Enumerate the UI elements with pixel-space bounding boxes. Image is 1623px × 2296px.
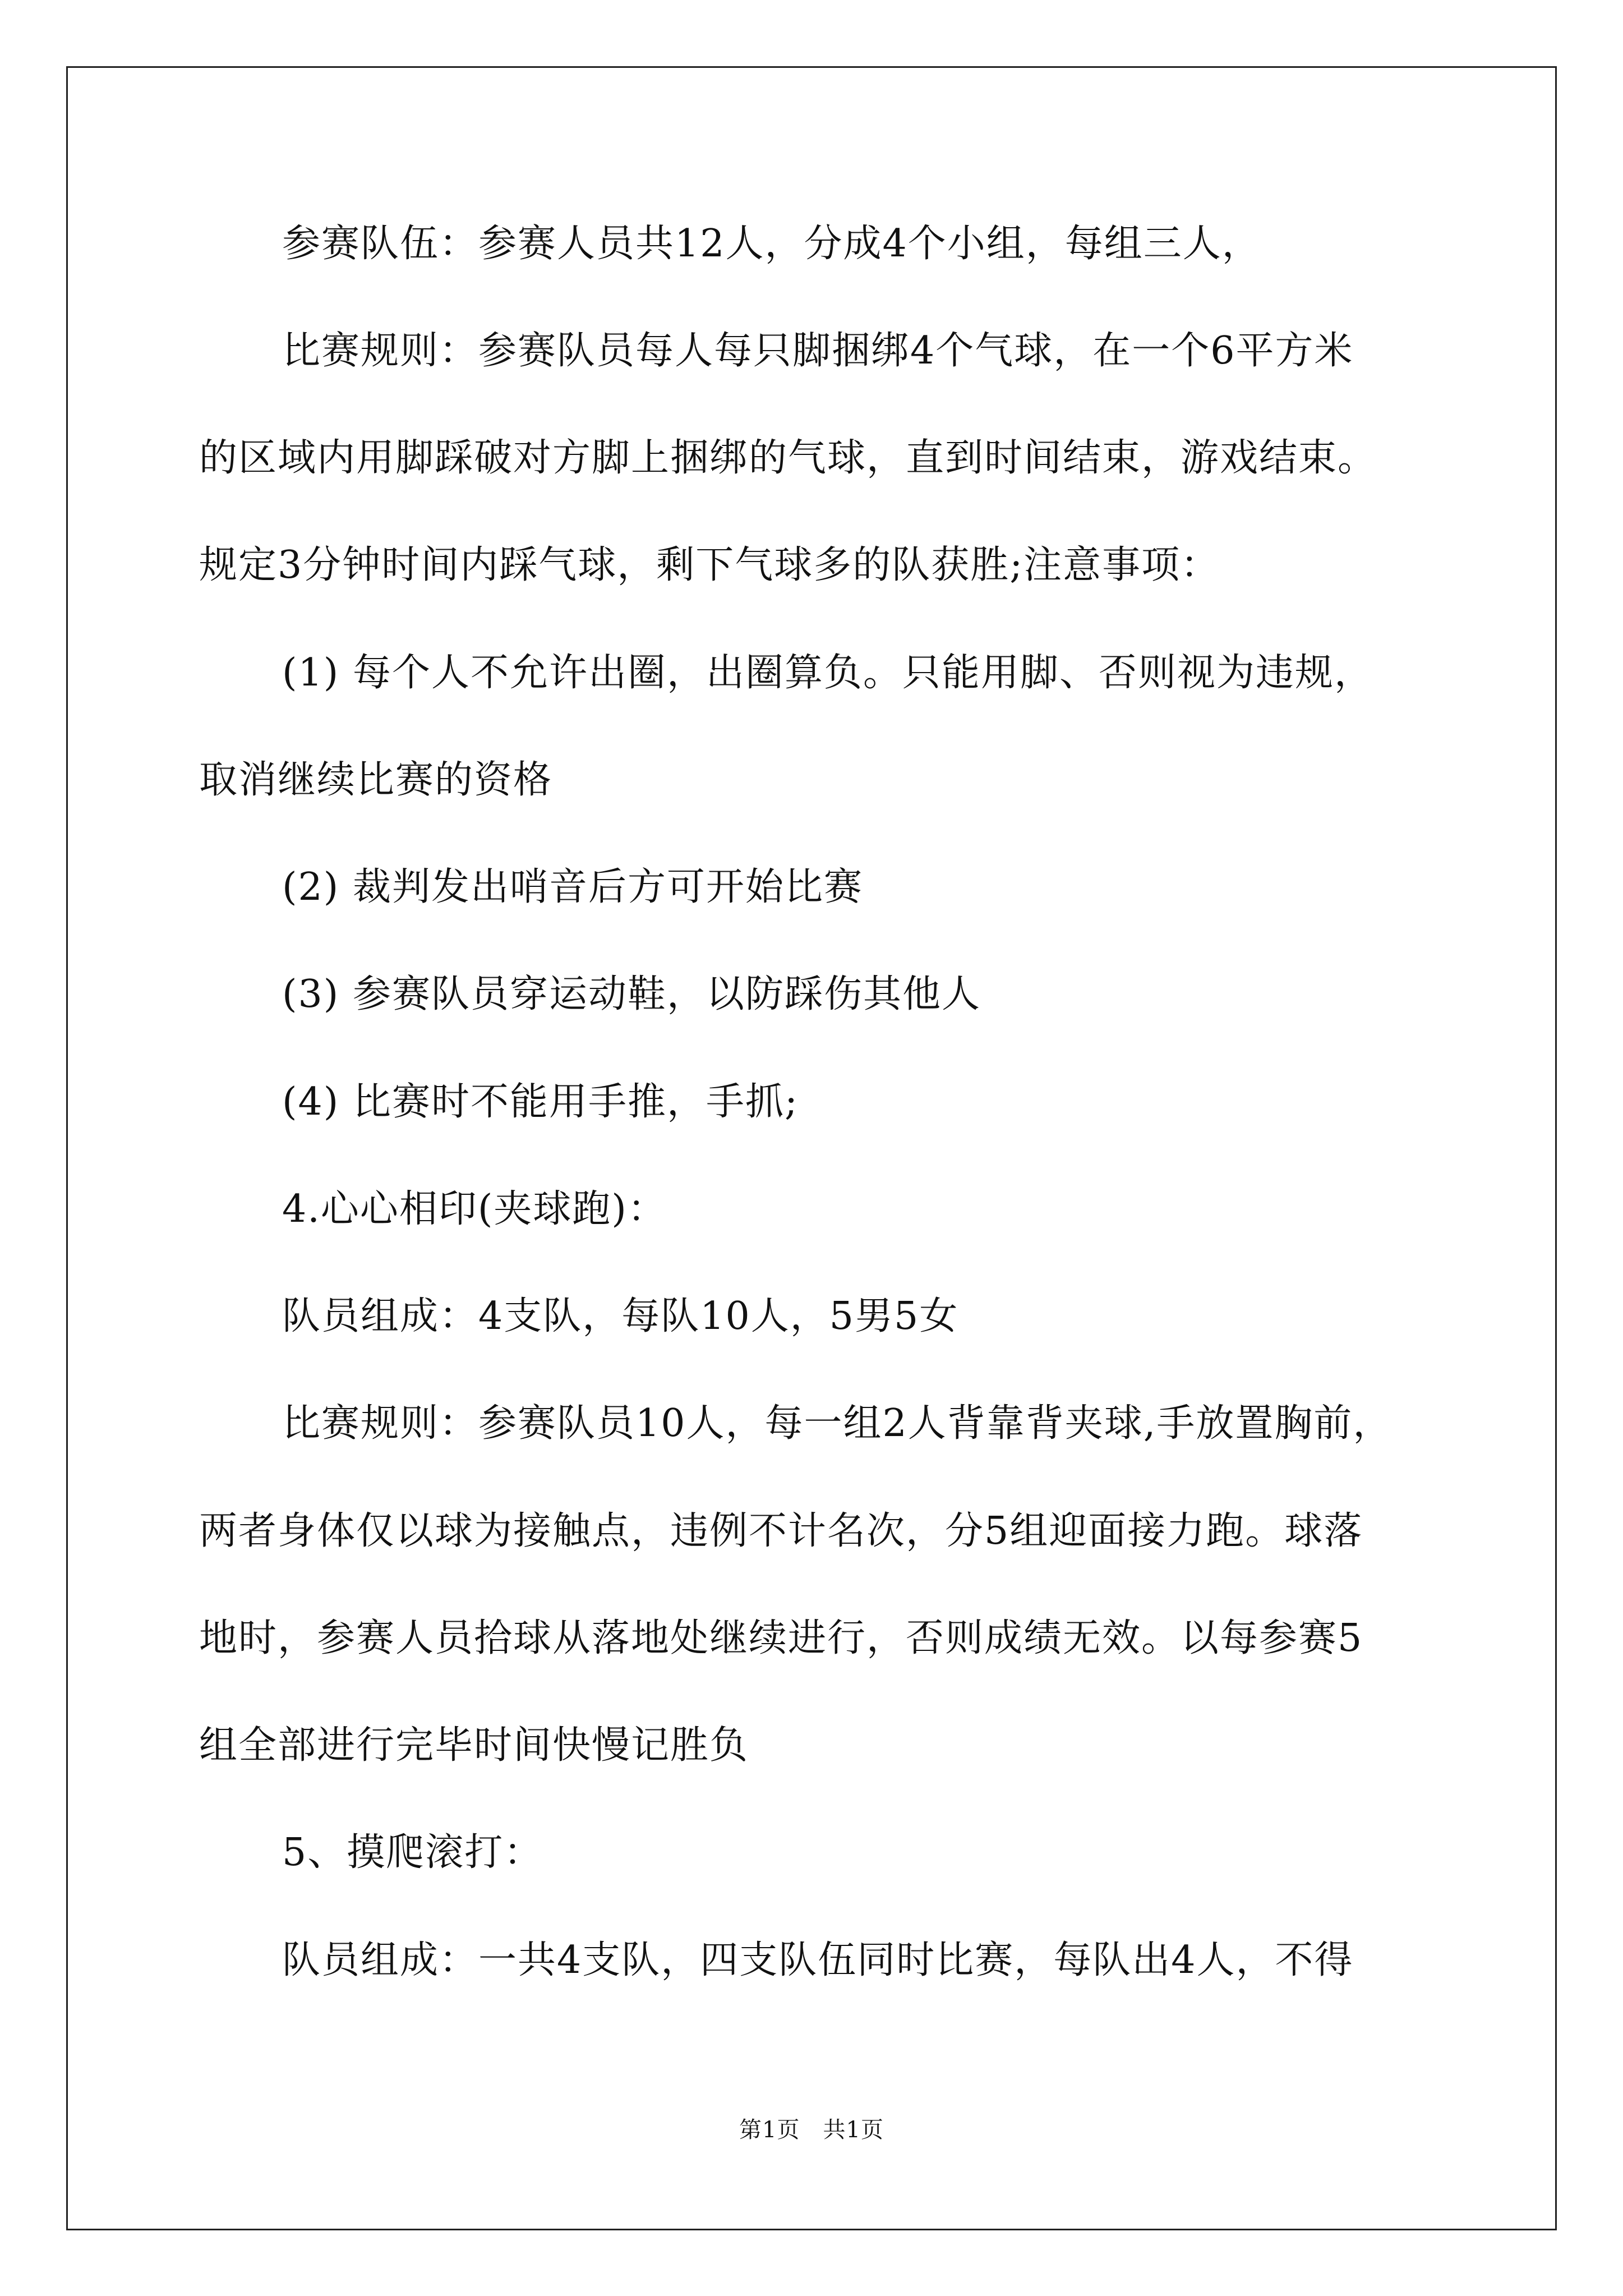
paragraph-line: 的区域内用脚踩破对方脚上捆绑的气球，直到时间结束，游戏结束。 [199,436,1377,480]
paragraph-line: (3) 参赛队员穿运动鞋，以防踩伤其他人 [282,972,981,1016]
paragraph-line: 参赛队伍：参赛人员共12人，分成4个小组，每组三人， [282,222,1261,266]
paragraph-line: (1) 每个人不允许出圈，出圈算负。只能用脚、否则视为违规， [282,651,1373,695]
paragraph-line: 队员组成：一共4支队，四支队伍同时比赛，每队出4人，不得 [282,1938,1354,1982]
paragraph-line: (4) 比赛时不能用手推，手抓; [282,1080,799,1124]
paragraph-line: 地时，参赛人员拾球从落地处继续进行，否则成绩无效。以每参赛5 [199,1616,1363,1660]
paragraph-line: 两者身体仅以球为接触点，违例不计名次，分5组迎面接力跑。球落 [199,1509,1363,1553]
paragraph-line: 组全部进行完毕时间快慢记胜负 [199,1723,749,1768]
page-border [66,66,1557,2230]
paragraph-line: 队员组成：4支队，每队10人，5男5女 [282,1294,959,1338]
paragraph-line: (2) 裁判发出哨音后方可开始比赛 [282,865,863,909]
paragraph-line: 比赛规则：参赛队员10人，每一组2人背靠背夹球,手放置胸前， [282,1401,1393,1446]
paragraph-line: 4.心心相印(夹球跑)： [282,1187,667,1231]
page-number-footer: 第1页 共1页 [739,2117,884,2143]
paragraph-line: 比赛规则：参赛队员每人每只脚捆绑4个气球，在一个6平方米 [282,329,1354,373]
paragraph-line: 取消继续比赛的资格 [199,758,553,802]
paragraph-line: 规定3分钟时间内踩气球，剩下气球多的队获胜;注意事项： [199,543,1220,587]
paragraph-line: 5、摸爬滚打： [282,1830,543,1875]
